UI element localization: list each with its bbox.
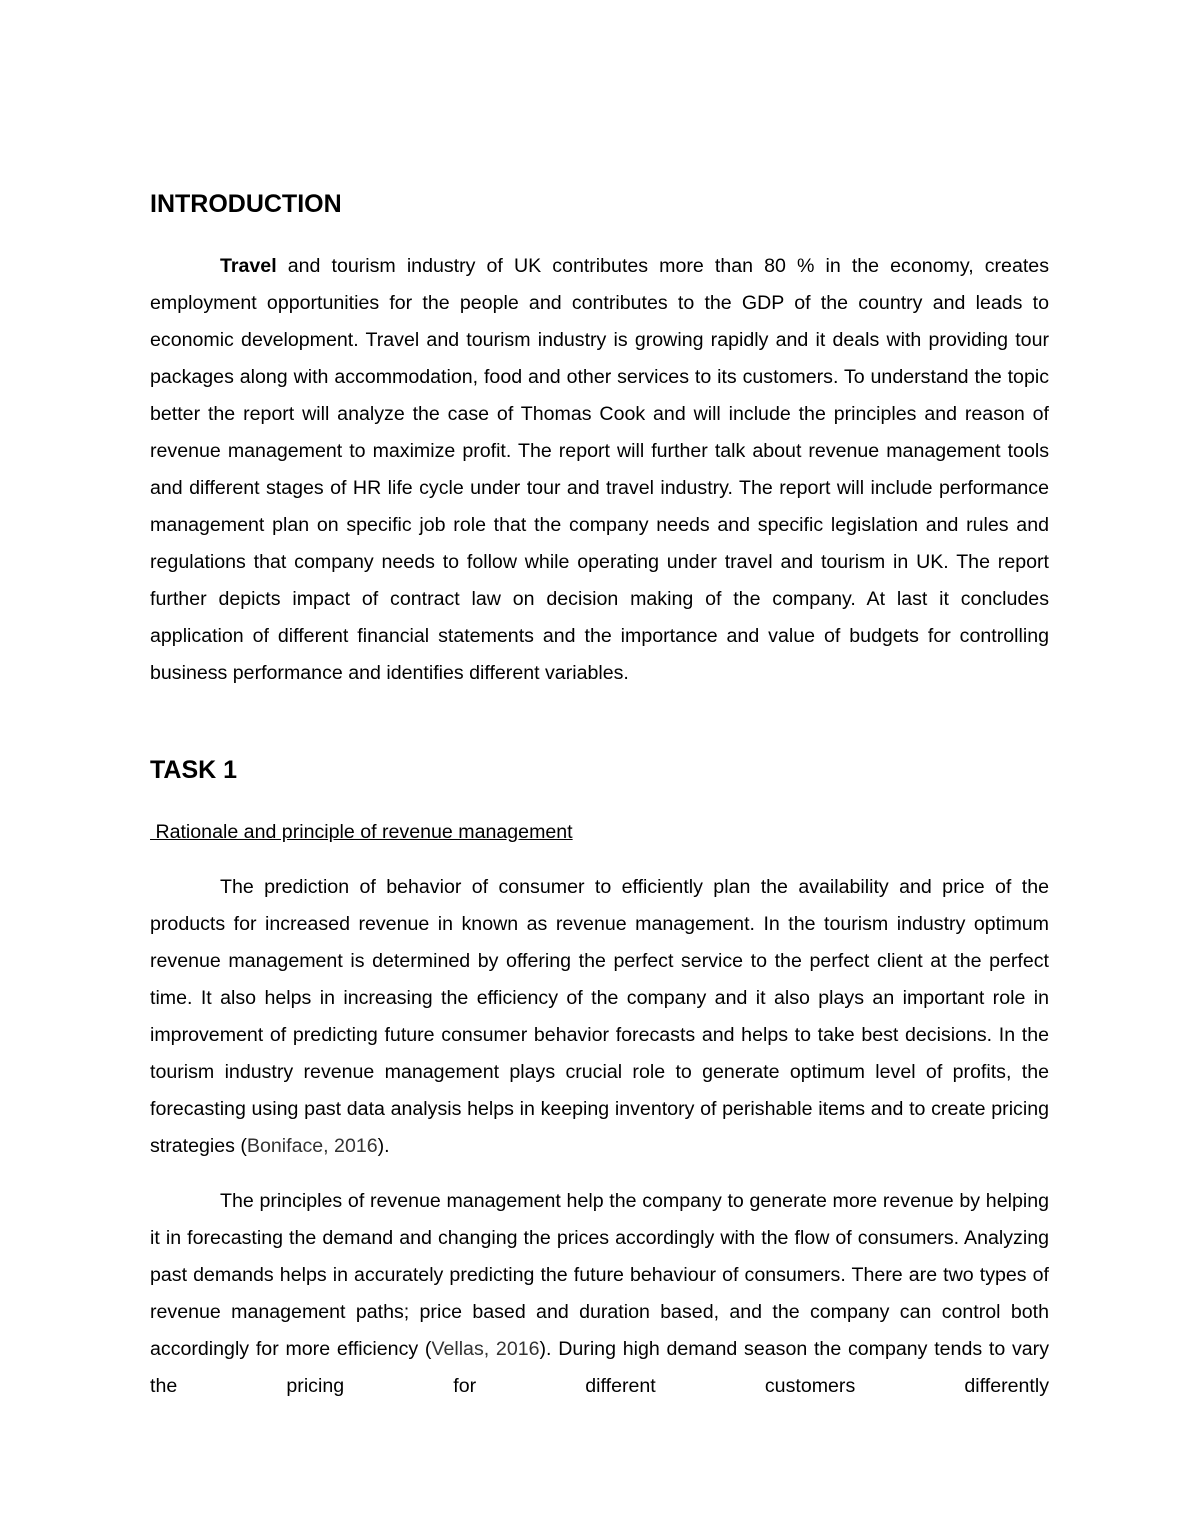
introduction-lead-word: Travel [220,255,277,277]
citation-boniface: Boniface, 2016 [246,1135,378,1157]
task1-paragraph-2 [150,1183,1049,1405]
introduction-heading: INTRODUCTION [150,190,342,218]
introduction-paragraph [150,248,1049,692]
task1-paragraph-1 [150,869,1049,1165]
task1-heading: TASK 1 [150,756,238,784]
citation-vellas: Vellas, 2016 [431,1338,540,1360]
task1-paragraph-1-end: ). [377,1135,390,1157]
task1-paragraph-2-end: ). During high demand season the company tends to vary the pricing for different customers differently [150,1338,1049,1397]
task1-subheading: Rationale and principle of revenue management [150,821,573,843]
introduction-paragraph-text: and tourism industry of UK contributes more than 80 % in the economy, creates employment opportunities for the people and contributes to the GDP of the country and leads to economic development. Travel and tourism industry is growing rapidly and it deals with providing tour packages along with accommodation, food and other services to its customers. To understand the topic better the report will analyze the case of Thomas Cook and will include the principles and reason of revenue management to maximize profit. The report will further talk about revenue management tools and different stages of HR life cycle under tour and travel industry. The report will include performance management plan on specific job role that the company needs and specific legislation and rules and regulations that company needs to follow while operating under travel and tourism in UK. The report further depicts impact of contract law on decision making of the company. At last it concludes application of different financial statements and the importance and value of budgets for controlling business performance and identifies different variables. [150,255,1049,684]
task1-paragraph-2-text: The principles of revenue management help the company to generate more revenue by helping it in forecasting the demand and changing the prices accordingly with the flow of consumers. Analyzing past demands helps in accurately predicting the future behaviour of consumers. There are two types of revenue management paths; price based and duration based, and the company can control both accordingly for more efficiency ( [150,1190,1049,1360]
task1-paragraph-1-text: The prediction of behavior of consumer to efficiently plan the availability and price of the products for increased revenue in known as revenue management. In the tourism industry optimum revenue management is determined by offering the perfect service to the perfect client at the perfect time. It also helps in increasing the efficiency of the company and it also plays an important role in improvement of predicting future consumer behavior forecasts and helps to take best decisions. In the tourism industry revenue management plays crucial role to generate optimum level of profits, the forecasting using past data analysis helps in keeping inventory of perishable items and to create pricing strategies ( [150,876,1049,1157]
